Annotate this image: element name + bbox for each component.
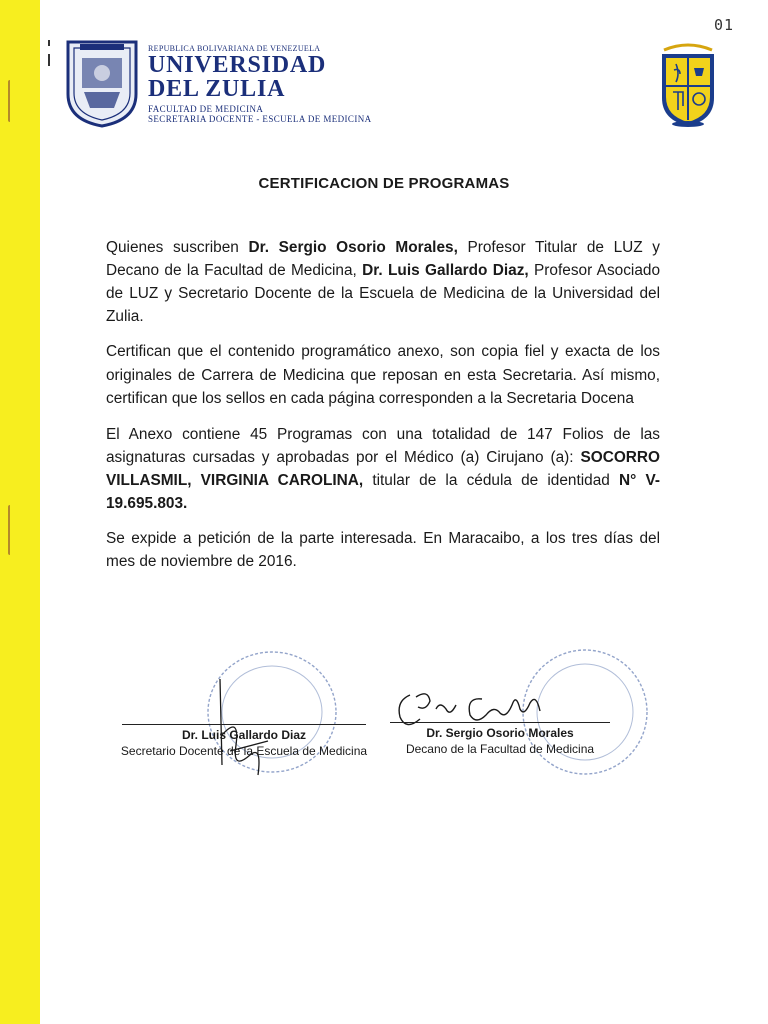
faculty-shield-icon xyxy=(656,40,720,128)
paragraph-certification: Certifican que el contenido programático anexo, son copia fiel y exacta de los originales de Carrera de Medicina que reposan en esta Secretaria. Así mismo, certifican que los sellos en cada página corresponden a la Secretaria Docena xyxy=(106,343,660,407)
letterhead xyxy=(62,36,712,132)
certificate-body xyxy=(106,236,660,585)
signatory-role-left: Secretario Docente de la Escuela de Medicina xyxy=(120,744,368,758)
margin-mark xyxy=(8,80,24,122)
paragraph-signatories: Quienes suscriben Dr. Sergio Osorio Morales, Profesor Titular de LUZ y Decano de la Facultad de Medicina, Dr. Luis Gallardo Diaz, Profesor Asociado de LUZ y Secretario Docente de la Escuela de Medicina de la Universidad del Zulia. xyxy=(106,239,660,325)
university-name-line1: UNIVERSIDAD xyxy=(148,52,327,78)
margin-mark xyxy=(8,505,24,555)
signatory-role-right: Decano de la Facultad de Medicina xyxy=(405,742,595,756)
university-seal-icon xyxy=(62,36,142,128)
scan-mark xyxy=(48,40,50,46)
scan-mark xyxy=(48,54,50,66)
signature-line-right xyxy=(390,722,610,723)
document-title: CERTIFICACION DE PROGRAMAS xyxy=(258,175,510,192)
yellow-margin-strip xyxy=(0,0,40,1024)
signatory-name-right: Dr. Sergio Osorio Morales xyxy=(426,726,574,740)
letterhead-text xyxy=(148,44,478,124)
dean-name: Dr. Sergio Osorio Morales, xyxy=(248,239,458,256)
faculty-line: FACULTAD DE MEDICINA xyxy=(148,104,264,114)
paragraph-issuance: Se expide a petición de la parte interesada. En Maracaibo, a los tres días del mes de noviembre de 2016. xyxy=(106,529,660,570)
republic-line: REPUBLICA BOLIVARIANA DE VENEZUELA xyxy=(148,44,321,53)
id-number: N° V-19.695.803. xyxy=(106,471,660,512)
page-number: 01 xyxy=(714,16,735,34)
signature-line-left xyxy=(122,724,366,725)
paragraph-annex: El Anexo contiene 45 Programas con una totalidad de 147 Folios de las asignaturas cursadas y aprobadas por el Médico (a) Cirujano (a): SOCORRO VILLASMIL, VIRGINIA CAROLINA, titular de la cédula de identidad N° V-19.695.803. xyxy=(106,425,660,512)
graduate-name: SOCORRO VILLASMIL, VIRGINIA CAROLINA, xyxy=(106,448,660,489)
signature-block xyxy=(100,645,660,805)
university-name-line2: DEL ZULIA xyxy=(148,76,286,102)
secretary-name: Dr. Luis Gallardo Diaz, xyxy=(362,262,529,279)
secretariat-line: SECRETARIA DOCENTE - ESCUELA DE MEDICINA xyxy=(148,114,372,124)
signatory-name-left: Dr. Luis Gallardo Diaz xyxy=(181,728,307,742)
